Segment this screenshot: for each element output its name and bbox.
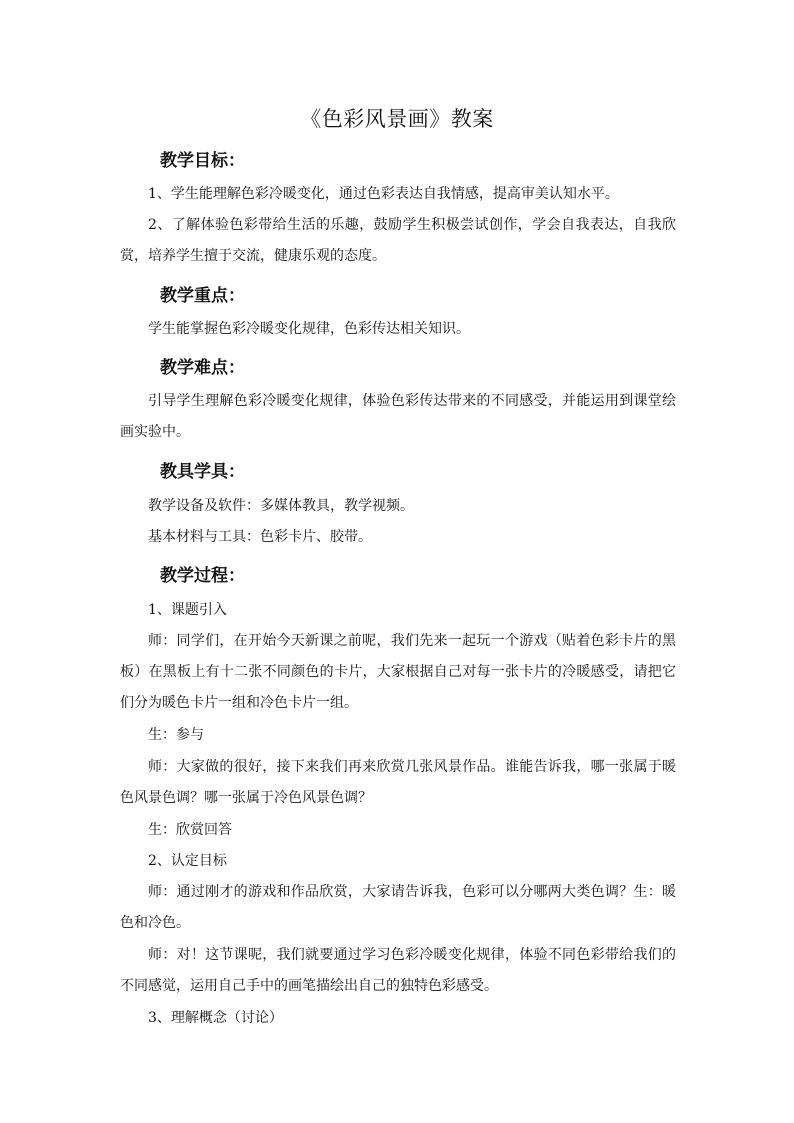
key-points-paragraph: 学生能掌握色彩冷暖变化规律，色彩传达相关知识。	[148, 321, 470, 337]
difficulty-heading: 教学难点：	[160, 358, 245, 378]
process-step-3-title: 3、理解概念（讨论）	[148, 1010, 283, 1026]
process-paragraph-teacher-1: 师：同学们，在开始今天新课之前呢，我们先来一起玩一个游戏（贴着色彩卡片的黑板）在黑板上有十二张不同颜色的卡片，大家根据自己对每一张卡片的冷暖感受，请把它们分为暖色卡片一组和冷色卡片一组。	[120, 633, 676, 711]
goals-heading: 教学目标：	[160, 151, 245, 171]
process-step-2-title: 2、认定目标	[148, 853, 227, 869]
goals-paragraph-2: 2、了解体验色彩带给生活的乐趣，鼓励学生积极尝试创作，学会自我表达，自我欣赏，培养学生擅于交流，健康乐观的态度。	[120, 217, 676, 264]
process-paragraph-student-1: 生：参与	[148, 727, 204, 743]
process-paragraph-teacher-2: 师：大家做的很好，接下来我们再来欣赏几张风景作品。谁能告诉我，哪一张属于暖色风景色调？哪一张属于冷色风景色调？	[120, 759, 676, 806]
process-paragraph-student-2: 生：欣赏回答	[148, 822, 232, 838]
process-paragraph-teacher-3: 师：通过刚才的游戏和作品欣赏，大家请告诉我，色彩可以分哪两大类色调？生：暖色和冷色。	[120, 884, 676, 931]
tools-paragraph-1: 教学设备及软件：多媒体教具，教学视频。	[148, 498, 414, 514]
tools-paragraph-2: 基本材料与工具：色彩卡片、胶带。	[148, 529, 372, 545]
goals-paragraph-1: 1、学生能理解色彩冷暖变化，通过色彩表达自我情感，提高审美认知水平。	[148, 186, 619, 202]
process-step-1-title: 1、课题引入	[148, 602, 227, 618]
tools-heading: 教具学具：	[160, 462, 245, 482]
process-heading: 教学过程：	[160, 566, 245, 586]
document-title: 《色彩风景画》教案	[300, 107, 494, 131]
process-paragraph-teacher-4: 师：对！这节课呢，我们就要通过学习色彩冷暖变化规律，体验不同色彩带给我们的不同感觉，运用自己手中的画笔描绘出自己的独特色彩感受。	[120, 947, 676, 994]
difficulty-paragraph: 引导学生理解色彩冷暖变化规律，体验色彩传达带来的不同感受，并能运用到课堂绘画实验中。	[120, 393, 676, 440]
key-points-heading: 教学重点：	[160, 286, 245, 306]
